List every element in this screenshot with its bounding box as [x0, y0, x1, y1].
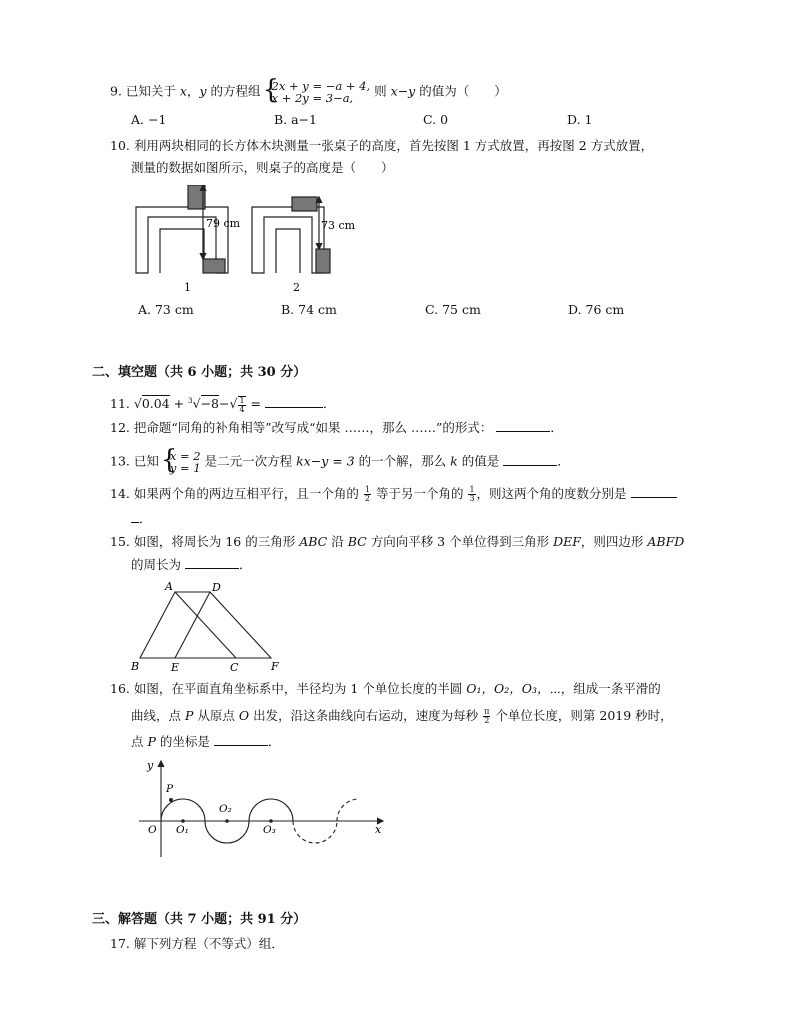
point-p	[169, 798, 173, 802]
option-c: C. 75 cm	[425, 302, 481, 317]
question-number: 9.	[110, 83, 122, 99]
section-title-fill-in: 二、填空题（共 6 小题；共 30 分）	[92, 365, 307, 380]
section-title-solve: 三、解答题（共 7 小题；共 91 分）	[92, 912, 307, 927]
equation-system: { 2x + y = −a + 4, x + 2y = 3−a,	[265, 80, 371, 104]
point-o1	[181, 819, 185, 823]
measure-label-2: 73 cm	[321, 219, 356, 232]
question-16: 16. 如图，在平面直角坐标系中，半径均为 1 个单位长度的半圆 O₁，O₂，O₃，⋯，组成一条平滑的	[110, 681, 661, 696]
block-top-2	[292, 197, 317, 211]
label-o2: O₂	[219, 803, 232, 815]
option-b: B. a−1	[274, 112, 318, 127]
answer-blank[interactable]	[631, 485, 677, 498]
label-e: E	[171, 661, 180, 674]
triangle-def	[175, 592, 271, 658]
question-17: 17. 解下列方程（不等式）组．	[110, 936, 284, 951]
label-o3: O₃	[263, 824, 276, 836]
question-16-line3: 点 P 的坐标是 ．	[131, 734, 281, 749]
point-o3	[269, 819, 273, 823]
question-15-line2: 的周长为 ．	[131, 557, 252, 572]
option-c: C. 0	[423, 112, 449, 127]
measure-label-1: 79 cm	[206, 217, 241, 230]
question-13: 13. 已知 { x = 2 y = 1 是二元一次方程 kx−y = 3 的一个解，那么 k 的值是 ．	[110, 450, 570, 474]
label-f: F	[271, 660, 279, 673]
semicircle-1	[161, 799, 205, 821]
answer-blank[interactable]	[503, 453, 557, 466]
block-bottom-2	[316, 249, 330, 273]
label-c: C	[230, 661, 239, 674]
option-d: D. 76 cm	[568, 302, 625, 317]
option-a: A. −1	[131, 112, 167, 127]
answer-blank[interactable]	[496, 419, 550, 432]
solution-system: { x = 2 y = 1	[163, 450, 201, 474]
answer-blank[interactable]	[131, 510, 139, 523]
block-bottom-1	[203, 259, 225, 273]
question-10: 10. 利用两块相同的长方体木块测量一张桌子的高度，首先按图 1 方式放置，再按图 2 方式放置，	[110, 138, 654, 153]
option-a: A. 73 cm	[138, 302, 194, 317]
question-11: 11. √0.04 + $^3$√−8−√ $\frac{1}{4}$ = ．	[110, 395, 336, 414]
table-inner-2	[276, 229, 300, 273]
answer-blank-continuation: ．	[131, 510, 152, 528]
label-o: O	[148, 824, 157, 836]
label-x: x	[375, 823, 382, 836]
table-figures	[130, 185, 430, 295]
label-y: y	[147, 759, 154, 772]
semicircle-4-dashed	[293, 821, 337, 843]
figure-2	[252, 197, 330, 273]
table-outline-2	[252, 207, 324, 273]
translation-figure	[128, 580, 288, 675]
question-16-line2: 曲线，点 P 从原点 O 出发，沿这条曲线向右运动，速度为每秒 $\frac{\pi}{2}$ 个单位长度，则第 2019 秒时，	[131, 707, 673, 725]
option-b: B. 74 cm	[281, 302, 337, 317]
sqrt-symbol: √	[133, 396, 142, 412]
question-14: 14. 如果两个角的两边互相平行，且一个角的 $\frac{1}{2}$ 等于另一个角的 $\frac{1}{3}$ ，则这两个角的度数分别是	[110, 485, 677, 503]
question-9: 9. 已知关于 x，y 的方程组 { 2x + y = −a + 4, x + 2y = 3−a, 则 x−y 的值为（ ）	[110, 80, 507, 104]
answer-blank[interactable]	[265, 395, 323, 408]
semicircle-5-dashed	[337, 799, 359, 821]
label-d: D	[212, 581, 221, 594]
label-p: P	[166, 783, 174, 795]
label-a: A	[165, 580, 173, 593]
answer-blank[interactable]	[214, 733, 268, 746]
question-10-line2: 测量的数据如图所示，则桌子的高度是（ ）	[131, 160, 394, 175]
triangle-abc	[140, 592, 236, 658]
label-o1: O₁	[176, 824, 189, 836]
semicircle-curve-figure	[135, 757, 395, 862]
answer-blank[interactable]	[185, 556, 239, 569]
figure-label-1: 1	[184, 281, 191, 294]
question-number: 10.	[110, 138, 130, 153]
semicircle-2	[205, 821, 249, 843]
label-b: B	[131, 660, 140, 673]
table-inner-1	[160, 229, 204, 273]
figure-label-2: 2	[293, 281, 300, 294]
option-d: D. 1	[567, 112, 593, 127]
point-o2	[225, 819, 229, 823]
semicircle-3	[249, 799, 293, 821]
question-12: 12. 把命题“同角的补角相等”改写成“如果 ……，那么 ……”的形式： ．	[110, 420, 563, 435]
question-15: 15. 如图，将周长为 16 的三角形 ABC 沿 BC 方向向平移 3 个单位得到三角形 DEF，则四边形 ABFD	[110, 534, 685, 549]
